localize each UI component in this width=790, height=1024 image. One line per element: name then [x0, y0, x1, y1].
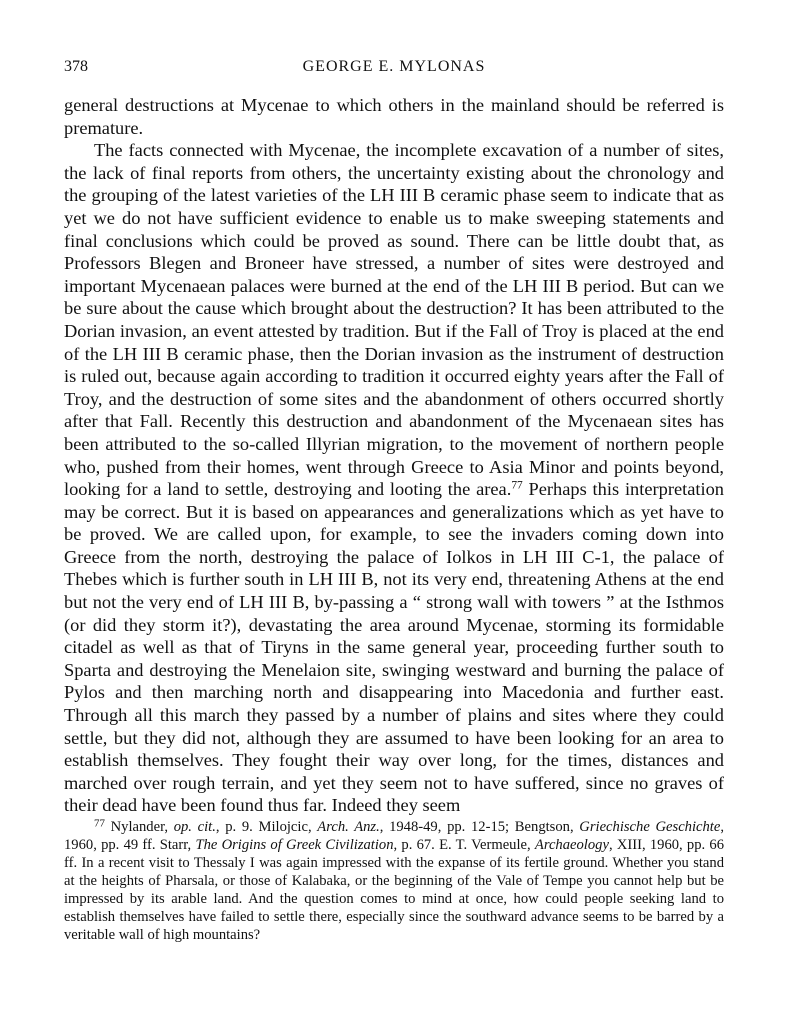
paragraph-2-part-a: The facts connected with Mycenae, the incomplete excavation of a number of sites, the lack of final reports from others, the uncertainty existing about the chronology and the grouping of the latest varieties of the LH III B ceramic phase seem to indicate that as yet we do not have sufficient evidence to enable us to make sweeping statements and final conclusions which could be proved as sound. There can be little doubt that, as Professors Blegen and Broneer have stressed, a number of sites were destroyed and important Mycenaean palaces were burned at the end of the LH III B period. But can we be sure about the cause which brought about the destruction? It has been attributed to the Dorian invasion, an event attested by tradition. But if the Fall of Troy is placed at the end of the LH III B ceramic phase, then the Dorian invasion as the instrument of destruction is ruled out, because again according to tradition it occurred eighty years after the Fall of Troy, and the destruction of some sites and the abandonment of others occurred shortly after that Fall. Recently this destruction and abandonment of the Mycenaean sites has been attributed to the so-called Illyrian migration, to the movement of northern people who, pushed from their homes, went through Greece to Asia Minor and points beyond, looking for a land to settle, destroying and looting the area.	[64, 140, 724, 500]
footnote-italic: The Origins of Greek Civilization	[195, 837, 394, 853]
footnote-italic: Arch. Anz.	[317, 819, 380, 835]
page-number: 378	[64, 58, 88, 75]
footnote-text: , p. 67. E. T. Vermeule,	[393, 837, 535, 853]
footnote-text: , 1948-49, pp. 12-15; Bengtson,	[379, 819, 580, 835]
footnote-text: , p. 9. Milojcic,	[215, 819, 318, 835]
footnote-text: , XIII, 1960, pp. 66 ff. In a recent visit to Thessaly I was again impressed with the expanse of its fertile ground. Whether you stand at the heights of Pharsala, or those of Kalabaka, or the beginning of the Vale of Tempe you cannot help but be impressed by its arable land. And the question comes to mind at once, how could people seeking land to establish themselves have failed to settle there, especially since the southward advance seems to be barred by a veritable wall of high mountains?	[64, 837, 725, 943]
footnotes	[64, 818, 724, 944]
paragraph-1: general destructions at Mycenae to which others in the mainland should be referred is premature.	[64, 95, 724, 138]
footnote-italic: Griechische Geschichte	[579, 819, 721, 835]
paragraph-2	[64, 139, 724, 817]
body-text	[64, 94, 724, 817]
footnote-reference[interactable]: 77	[511, 479, 523, 492]
page-header	[64, 58, 724, 78]
footnote-italic: Archaeology	[534, 837, 609, 853]
running-head: GEORGE E. MYLONAS	[302, 58, 486, 75]
footnote-text: , 1960, pp. 49 ff. Starr,	[64, 819, 724, 853]
footnote-number: 77	[94, 817, 105, 830]
footnote-77	[64, 818, 724, 944]
footnote-italic: op. cit.	[173, 819, 216, 835]
paragraph-2-part-b: Perhaps this interpretation may be correct. But it is based on appearances and generalizations which as yet have to be proved. We are called upon, for example, to see the invaders coming down into Greece from the north, destroying the palace of Iolkos in LH III C-1, the palace of Thebes which is further south in LH III B, not its very end, threatening Athens at the end but not the very end of LH III B, by-passing a “ strong wall with towers ” at the Isthmos (or did they storm it?), devastating the area around Mycenae, storming its formidable citadel as well as that of Tiryns in the same general year, proceeding further south to Sparta and destroying the Menelaion site, swinging westward and burning the palace of Pylos and then marching north and disappearing into Macedonia and further east. Through all this march they passed by a number of plains and sites where they could settle, but they did not, although they are assumed to have been looking for an area to establish themselves. They fought their way over long, for the times, distances and marched over rough terrain, and yet they seem not to have suffered, since no graves of their dead have been found thus far. Indeed they seem	[64, 479, 725, 816]
footnote-text: Nylander,	[104, 819, 174, 835]
